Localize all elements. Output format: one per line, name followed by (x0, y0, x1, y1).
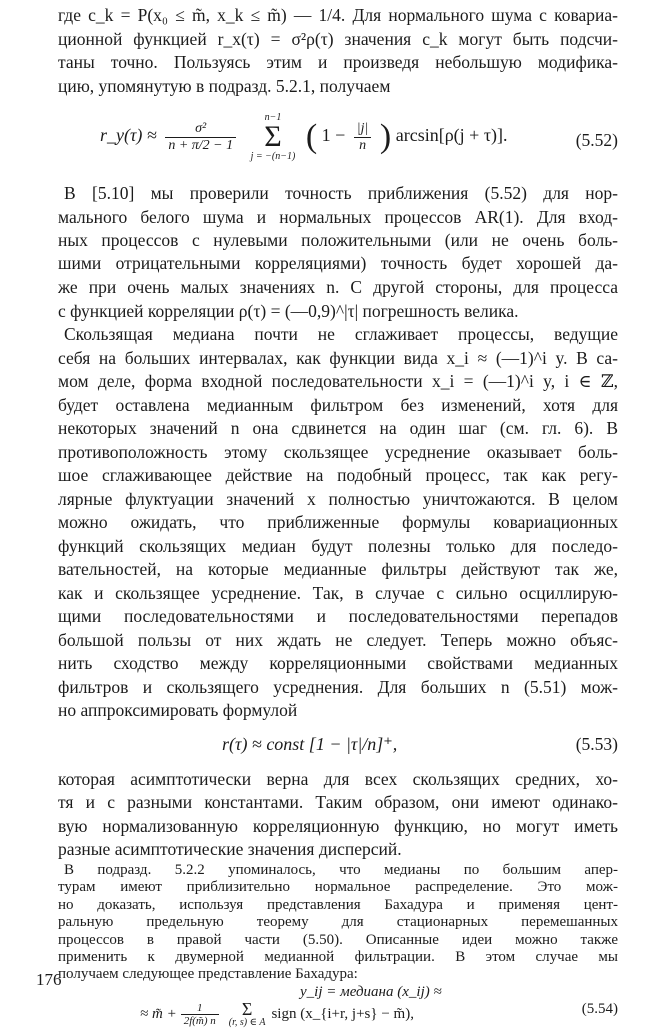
eq-fraction (181, 1002, 219, 1027)
text-line: вательностей, на которые медианные фильтры действуют так же, (58, 559, 618, 579)
text-line: себя на больших интервалах, как функции вида x_i ≈ (—1)^i y. В са- (58, 348, 618, 368)
right-paren: ) (379, 118, 392, 155)
text-line: вую нормализованную корреляционную функцию, но могут иметь (58, 816, 618, 836)
eq-fraction-denominator: 2f(m̃) n (183, 1015, 216, 1028)
sum-lower-limit: j = −(n−1) (250, 151, 296, 162)
eq-fraction-denominator: n + π/2 − 1 (168, 137, 234, 153)
text-line: шими отрицательными корреляциями) точность будет хорошей да- (58, 253, 618, 273)
text-line: ральную предельную теорему для стационарных перемешанных (58, 914, 618, 931)
text-line: таны точно. Пользуясь этим и произведя небольшую модифика- (58, 52, 618, 72)
inner-denominator: n (359, 137, 367, 153)
text-line: ных процессов с нулевыми положительными (или не очень боль- (58, 230, 618, 250)
text-line: лярные флуктуации значений x полностью уничтожаются. В целом (58, 489, 618, 509)
text-line: но доказать, используя представления Бахадура и применяя цент- (58, 896, 618, 913)
eq-lhs: r_y(τ) ≈ (100, 125, 157, 146)
eq-body: arcsin[ρ(j + τ)]. (395, 125, 508, 146)
text-line: которая асимптотически верна для всех скользящих средних, хо- (58, 769, 618, 789)
text-line: шое сглаживающее действие на подобный процесс, так как регу- (58, 465, 618, 485)
eq-fraction (165, 121, 236, 154)
text-line: функций скользящих медиан будут полезны только для последо- (58, 536, 618, 556)
equation-number: (5.53) (575, 734, 618, 754)
text-line: как и скользящее усреднение. Так, в случае с сильно осциллирую- (58, 583, 618, 603)
equation-5-53: r(τ) ≈ const [1 − |τ|/n]⁺, (222, 734, 398, 754)
sigma-symbol: Σ (264, 120, 282, 153)
text-line: нить сходство между корреляционными свойствами медианных (58, 653, 618, 673)
equation-5-54-line1: y_ij = медиана (x_ij) ≈ (300, 983, 442, 1000)
text-line: где c_k = P(x₀ ≤ m̃, x_k ≤ m̃) — 1/4. Для нормального шума с ковариа- (58, 5, 618, 25)
eq-inner-fraction (354, 121, 372, 154)
eq-fraction-numerator: σ² (165, 121, 236, 138)
sum-lower-limit: (r, s) ∈ A (228, 1017, 266, 1028)
left-paren: ( (305, 118, 318, 155)
text-line: будет оставлена медианным фильтром без изменений, хотя для (58, 395, 618, 415)
page-number: 176 (36, 970, 62, 989)
text-line: некоторых значений n она сдвинется на один шаг (см. гл. 6). В (58, 418, 618, 438)
text-line: турам имеют приблизительно нормальное распределение. Это мож- (58, 879, 618, 896)
equation-number: (5.54) (581, 1001, 618, 1018)
eq-body: sign (x_{i+r, j+s} − m̃), (271, 1006, 414, 1023)
eq-summation (229, 1001, 266, 1028)
text-line: получаем следующее представление Бахадура: (58, 966, 358, 983)
text-line: применить к двумерной медианной фильтрации. В этом случае мы (58, 949, 618, 965)
sigma-symbol: Σ (241, 999, 253, 1020)
text-line: можно ожидать, что приближенные формулы ковариационных (58, 512, 618, 532)
text-line: тя и с разными константами. Таким образом, они имеют одинако- (58, 792, 618, 812)
text-line: с функцией корреляции ρ(τ) = (—0,9)^|τ| погрешность велика. (58, 301, 519, 321)
equation-number: (5.52) (575, 130, 618, 150)
eq-lead: ≈ m̃ + (140, 1006, 177, 1023)
text-line: разные асимптотические значения дисперсий. (58, 839, 402, 859)
text-line: мом деле, форма входной последовательности x_i = (—1)^i y, i ∈ ℤ, (58, 371, 618, 391)
equation-5-52: r_y(τ) ≈ $\frac{\text{σ²}}{n + \pi/2 - 1}$ n−1 Σ j = −(n−1) ( 1 − $\frac{|j|}{n}$ ) arcsin[ρ(j + τ)]. (100, 112, 508, 162)
text-line: ционной функцией r_x(τ) = σ²ρ(τ) значения c_k могут быть подсчи- (58, 29, 618, 49)
text-line: Скользящая медиана почти не сглаживает процессы, ведущие (64, 324, 618, 344)
equation-5-54-line2 (140, 1001, 414, 1028)
text-line: В [5.10] мы проверили точность приближения (5.52) для нор- (64, 183, 618, 203)
text-line: процессов в правой части (5.50). Описанные идеи можно также (58, 931, 618, 948)
text-line: фильтров и скользящего усреднения. Для больших n (5.51) мож- (58, 677, 618, 697)
text-line: щими последовательностями и последовательностями перепадов (58, 606, 618, 626)
text-line: цию, упомянутую в подразд. 5.2.1, получаем (58, 76, 391, 96)
text-line: большой пользы от них ждать не следует. Теперь можно объяс- (58, 630, 618, 650)
eq-summation (251, 112, 296, 162)
sum-upper-limit: n−1 (264, 112, 282, 123)
inner-numerator: |j| (354, 121, 372, 138)
text-line: противоположность этому скользящее усреднение оказывает боль- (58, 442, 618, 462)
text-line: В подразд. 5.2.2 упоминалось, что медианы по большим апер- (64, 862, 618, 878)
text-line: мального белого шума и нормальных процессов AR(1). Для вход- (58, 207, 618, 227)
eq-fraction-numerator: 1 (181, 1002, 219, 1015)
text-line: же при очень малых значениях n. С другой стороны, для процесса (58, 277, 618, 297)
text-line: но аппроксимировать формулой (58, 700, 298, 720)
